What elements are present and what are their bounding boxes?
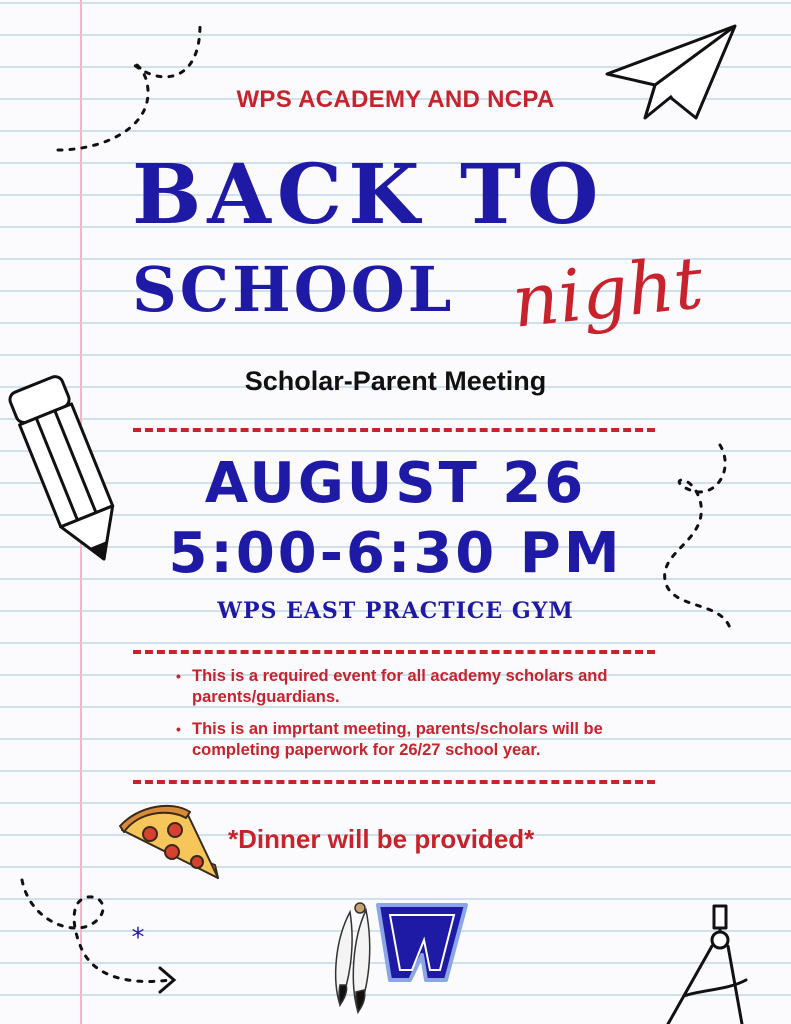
star-doodle-icon: * <box>131 923 145 953</box>
title-line-2: SCHOOL <box>132 253 455 326</box>
event-date: AUGUST 26 <box>204 451 587 516</box>
title-script-word: night <box>508 240 707 344</box>
event-subtitle: Scholar-Parent Meeting <box>244 366 547 396</box>
pizza-slice-icon <box>120 806 218 878</box>
event-venue: WPS EAST PRACTICE GYM <box>217 598 574 624</box>
dinner-note: *Dinner will be provided* <box>228 824 535 854</box>
school-logo-icon <box>378 905 466 980</box>
title-line-1: BACK TO <box>132 147 605 243</box>
divider-bottom <box>133 780 655 784</box>
divider-top <box>133 428 655 432</box>
feathers-icon <box>336 903 370 1012</box>
divider-middle <box>133 650 655 654</box>
list-item: • This is a required event for all academy scholars and parents/guardians. <box>176 666 656 708</box>
dotted-arrow-icon <box>22 880 170 981</box>
organizer-header: WPS ACADEMY AND NCPA <box>236 86 555 113</box>
compass-icon <box>668 906 746 1024</box>
event-time: 5:00-6:30 PM <box>168 521 623 586</box>
list-item: • This is an imprtant meeting, parents/scholars will be completing paperwork for 26/27 school year. <box>176 719 656 761</box>
details-list <box>176 666 656 772</box>
